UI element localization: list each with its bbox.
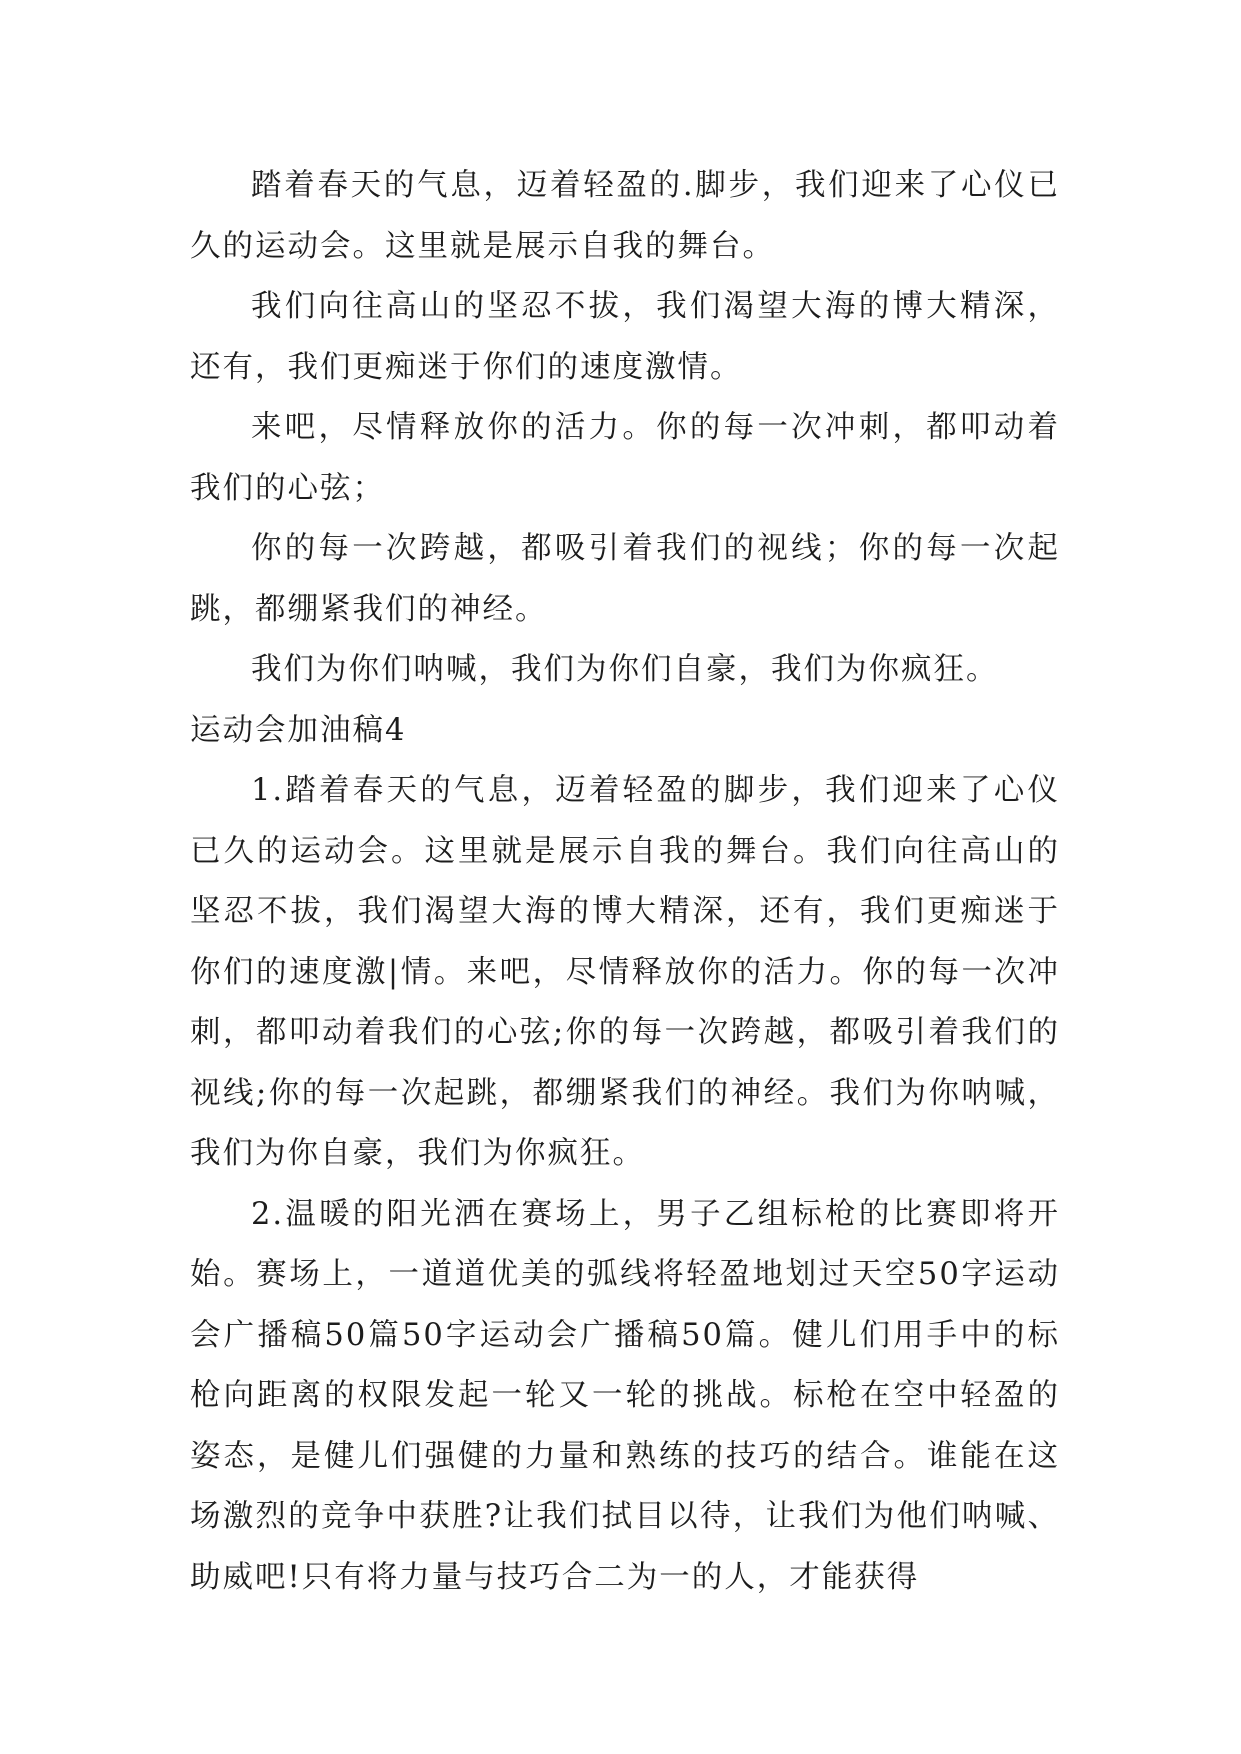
paragraph: 来吧，尽情释放你的活力。你的每一次冲刺，都叩动着我们的心弦；: [190, 410, 1060, 506]
section-heading: 运动会加油稿4: [190, 712, 407, 748]
paragraph: 我们为你们呐喊，我们为你们自豪，我们为你疯狂。: [251, 652, 999, 687]
paragraph: 1.踏着春天的气息，迈着轻盈的脚步，我们迎来了心仪已久的运动会。这里就是展示自我的舞台。我们向往高山的坚忍不拔，我们渴望大海的博大精深，还有，我们更痴迷于你们的速度激|情。来吧，尽情释放你的活力。你的每一次冲刺，都叩动着我们的心弦;你的每一次跨越，都吸引着我们的视线;你的每一次起跳，都绷紧我们的神经。我们为你呐喊，我们为你自豪，我们为你疯狂。: [190, 773, 1060, 1171]
paragraph: 你的每一次跨越，都吸引着我们的视线；你的每一次起跳，都绷紧我们的神经。: [190, 531, 1060, 627]
paragraph: 踏着春天的气息，迈着轻盈的.脚步，我们迎来了心仪已久的运动会。这里就是展示自我的舞台。: [190, 168, 1060, 264]
paragraph: 2.温暖的阳光洒在赛场上，男子乙组标枪的比赛即将开始。赛场上，一道道优美的弧线将轻盈地划过天空50字运动会广播稿50篇50字运动会广播稿50篇。健儿们用手中的标枪向距离的权限发起一轮又一轮的挑战。标枪在空中轻盈的姿态，是健儿们强健的力量和熟练的技巧的结合。谁能在这场激烈的竞争中获胜?让我们拭目以待，让我们为他们呐喊、助威吧!只有将力量与技巧合二为一的人，才能获得: [190, 1196, 1060, 1595]
paragraph: 我们向往高山的坚忍不拔，我们渴望大海的博大精深，还有，我们更痴迷于你们的速度激情。: [190, 289, 1060, 385]
document-body: [190, 156, 1060, 1608]
